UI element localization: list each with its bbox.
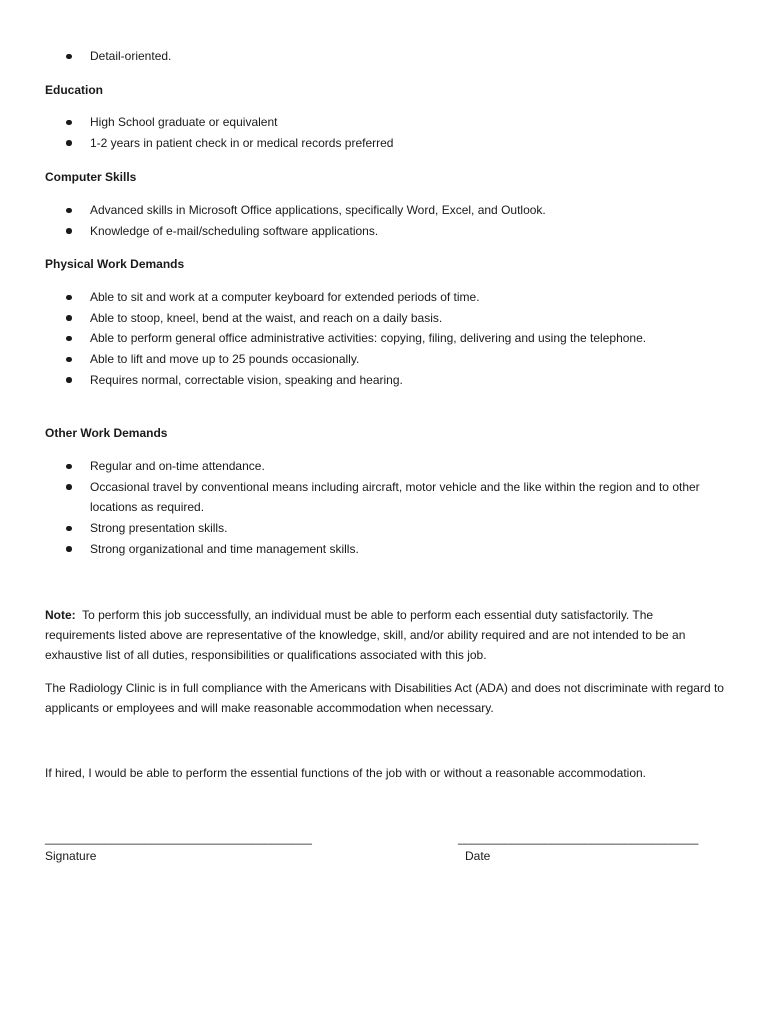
education-heading: Education bbox=[45, 83, 104, 97]
list-item: Requires normal, correctable vision, speaking and hearing. bbox=[45, 370, 725, 391]
bullet-icon bbox=[66, 464, 72, 470]
list-item: Able to perform general office administrative activities: copying, filing, delivering and using the telephone. bbox=[45, 328, 725, 349]
note-label: Note: bbox=[45, 608, 76, 622]
bullet-icon bbox=[66, 357, 72, 363]
list-item: 1-2 years in patient check in or medical records preferred bbox=[45, 133, 725, 154]
bullet-icon bbox=[66, 228, 72, 234]
date-line: ____________________________________ bbox=[458, 831, 699, 845]
list-item: Strong presentation skills. bbox=[45, 518, 725, 539]
bullet-icon bbox=[66, 54, 72, 60]
bullet-icon bbox=[66, 377, 72, 383]
other-work-demands-heading: Other Work Demands bbox=[45, 426, 168, 440]
bullet-icon bbox=[66, 208, 72, 214]
bullet-icon bbox=[66, 546, 72, 552]
bullet-icon bbox=[66, 526, 72, 532]
computer-skills-list bbox=[45, 200, 725, 241]
list-item: Able to sit and work at a computer keyboard for extended periods of time. bbox=[45, 287, 725, 308]
bullet-icon bbox=[66, 484, 72, 490]
education-list bbox=[45, 112, 725, 153]
signature-label: Signature bbox=[45, 849, 97, 863]
list-item: Detail-oriented. bbox=[45, 46, 725, 67]
list-item: Knowledge of e-mail/scheduling software applications. bbox=[45, 221, 725, 242]
list-item: Able to lift and move up to 25 pounds occasionally. bbox=[45, 349, 725, 370]
list-item: Able to stoop, kneel, bend at the waist, and reach on a daily basis. bbox=[45, 308, 725, 329]
bullet-icon bbox=[66, 295, 72, 301]
list-item: Occasional travel by conventional means including aircraft, motor vehicle and the like within the region and to other locations as required. bbox=[45, 477, 725, 518]
ada-statement: The Radiology Clinic is in full compliance with the Americans with Disabilities Act (ADA) and does not discriminate with regard to applicants or employees and will make reasonable accommodation when necessary. bbox=[45, 681, 724, 715]
date-label: Date bbox=[465, 849, 491, 863]
physical-work-demands-list bbox=[45, 287, 725, 391]
list-item: Regular and on-time attendance. bbox=[45, 456, 725, 477]
bullet-icon bbox=[66, 140, 72, 146]
bullet-icon bbox=[66, 120, 72, 126]
hire-statement: If hired, I would be able to perform the essential functions of the job with or without a reasonable accommodation. bbox=[45, 766, 647, 780]
list-item: High School graduate or equivalent bbox=[45, 112, 725, 133]
note-paragraph bbox=[45, 605, 725, 665]
computer-skills-heading: Computer Skills bbox=[45, 170, 137, 184]
bullet-icon bbox=[66, 315, 72, 321]
physical-work-demands-heading: Physical Work Demands bbox=[45, 257, 185, 271]
signature-line: ________________________________________ bbox=[45, 831, 312, 845]
bullet-icon bbox=[66, 336, 72, 342]
list-item: Strong organizational and time management skills. bbox=[45, 539, 725, 560]
other-work-demands-list bbox=[45, 456, 725, 560]
note-text: To perform this job successfully, an individual must be able to perform each essential duty satisfactorily. The requirements listed above are representative of the knowledge, skill, and/or ability required and are not intended to be an exhaustive list of all duties, responsibilities or qualifications associated with this job. bbox=[45, 608, 686, 662]
list-item: Advanced skills in Microsoft Office applications, specifically Word, Excel, and Outlook. bbox=[45, 200, 725, 221]
intro-list bbox=[45, 46, 725, 67]
